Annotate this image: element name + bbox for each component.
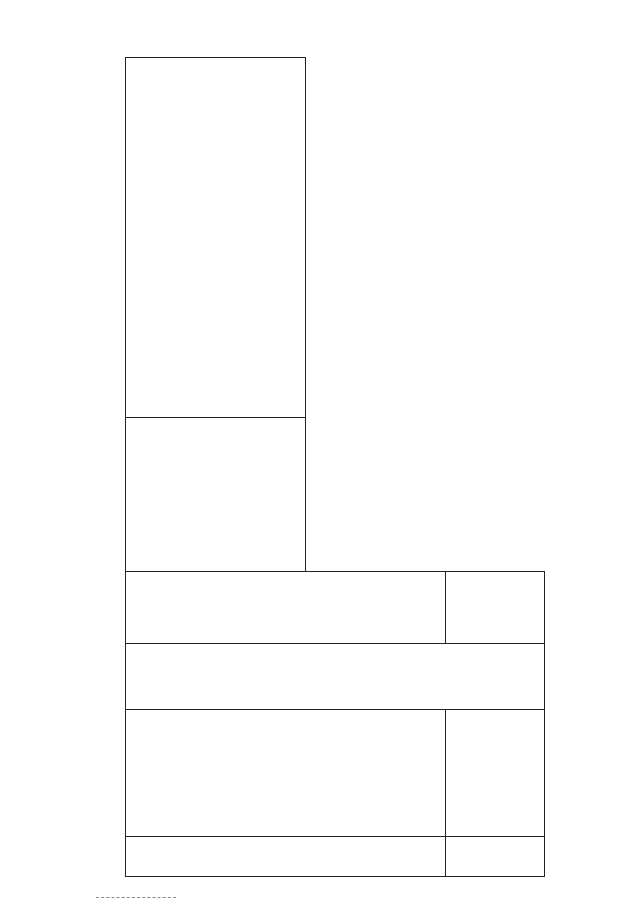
header-row-1 bbox=[126, 58, 306, 877]
rotated-table-container bbox=[125, 57, 545, 877]
header-name bbox=[126, 710, 446, 836]
header-executor bbox=[126, 644, 545, 710]
header-kbk-group bbox=[126, 418, 306, 572]
header-num bbox=[126, 836, 446, 876]
top-source-cell bbox=[446, 571, 545, 644]
header-years-group bbox=[126, 58, 306, 418]
bottom-dashed-line bbox=[96, 897, 176, 898]
top-num-cell bbox=[446, 836, 545, 876]
table-row-top bbox=[446, 58, 545, 877]
header-source bbox=[126, 571, 446, 644]
budget-table bbox=[125, 57, 545, 877]
top-name-cell bbox=[446, 710, 545, 836]
